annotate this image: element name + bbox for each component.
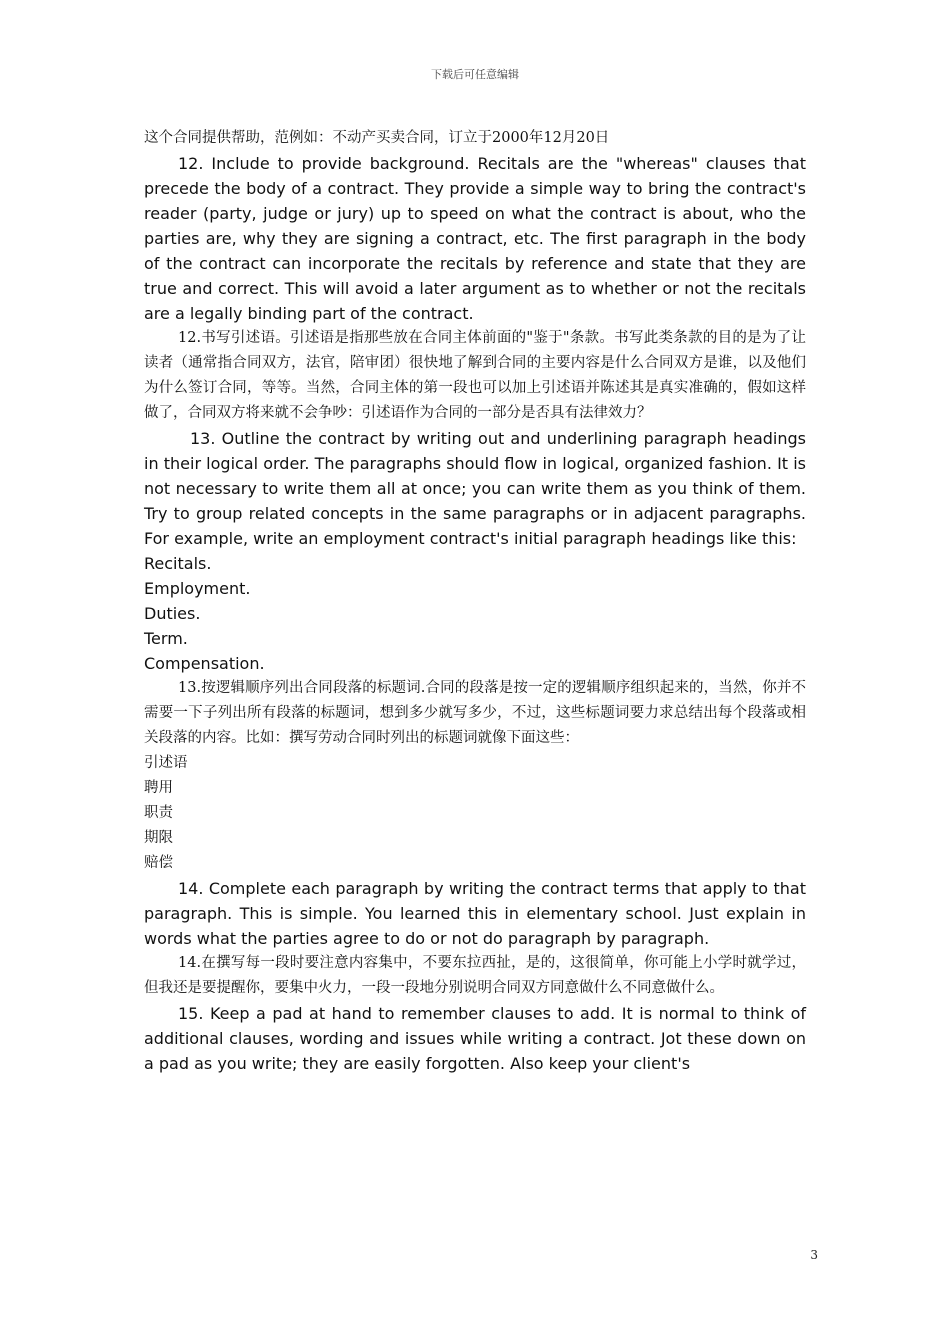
heading-item: Term. <box>144 629 188 648</box>
page-number: 3 <box>810 1248 818 1262</box>
heading-item: 职责 <box>144 805 173 821</box>
document-body <box>144 126 806 1076</box>
heading-item: 赔偿 <box>144 855 173 871</box>
heading-item: Compensation. <box>144 654 265 673</box>
heading-item: 聘用 <box>144 780 173 796</box>
heading-item: 引述语 <box>144 755 188 771</box>
paragraph-14-cn: 14.在撰写每一段时要注意内容集中，不要东拉西扯，是的，这很简单，你可能上小学时就学过，但我还是要提醒你，要集中火力，一段一段地分别说明合同双方同意做什么不同意做什么。 <box>144 955 806 996</box>
heading-item: Duties. <box>144 604 201 623</box>
heading-item: Employment. <box>144 579 251 598</box>
paragraph-13-cn: 13.按逻辑顺序列出合同段落的标题词.合同的段落是按一定的逻辑顺序组织起来的，当然，你并不需要一下子列出所有段落的标题词，想到多少就写多少，不过，这些标题词要力求总结出每个段落或相关段落的内容。比如：撰写劳动合同时列出的标题词就像下面这些： <box>144 680 806 746</box>
paragraph-continuation: 这个合同提供帮助，范例如：不动产买卖合同，订立于2000年12月20日 <box>144 130 610 146</box>
paragraph-12-en: 12. Include to provide background. Recitals are the "whereas" clauses that precede the body of a contract. They provide a simple way to bring the contract's reader (party, judge or jury) up to speed on what the contract is about, who the parties are, why they are signing a contract, etc. The first paragraph in the body of the contract can incorporate the recitals by reference and state that they are true and correct. This will avoid a later argument as to whether or not the recitals are a legally binding part of the contract. <box>144 154 806 323</box>
heading-list-cn <box>144 751 806 876</box>
paragraph-15-en: 15. Keep a pad at hand to remember clauses to add. It is normal to think of additional clauses, wording and issues while writing a contract. Jot these down on a pad as you write; they are easily forgotten. Also keep your client's <box>144 1004 806 1073</box>
paragraph-13-en: 13. Outline the contract by writing out and underlining paragraph headings in their logical order. The paragraphs should flow in logical, organized fashion. It is not necessary to write them all at once; you can write them as you think of them. Try to group related concepts in the same paragraphs or in adjacent paragraphs. For example, write an employment contract's initial paragraph headings like this: <box>144 429 806 548</box>
heading-list-en <box>144 551 806 676</box>
page-header: 下载后可任意编辑 <box>431 68 519 81</box>
heading-item: Recitals. <box>144 554 212 573</box>
paragraph-14-en: 14. Complete each paragraph by writing the contract terms that apply to that paragraph. This is simple. You learned this in elementary school. Just explain in words what the parties agree to do or not do paragraph by paragraph. <box>144 879 806 948</box>
paragraph-12-cn: 12.书写引述语。引述语是指那些放在合同主体前面的"鉴于"条款。书写此类条款的目的是为了让读者（通常指合同双方，法官，陪审团）很快地了解到合同的主要内容是什么合同双方是谁，以及他们为什么签订合同，等等。当然，合同主体的第一段也可以加上引述语并陈述其是真实准确的，假如这样做了，合同双方将来就不会争吵：引述语作为合同的一部分是否具有法律效力？ <box>144 330 806 421</box>
heading-item: 期限 <box>144 830 173 846</box>
